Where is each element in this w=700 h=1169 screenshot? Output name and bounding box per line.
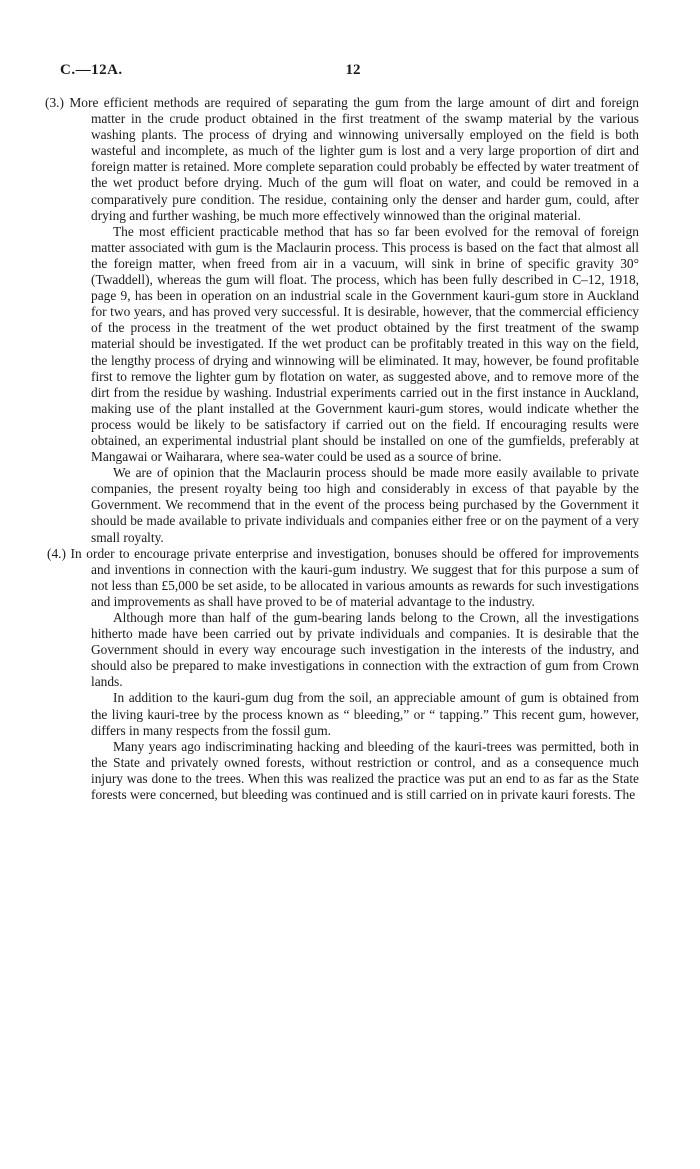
paragraph-item-4: (4.) In order to encourage private enterprise and investigation, bonuses should be offered for improvements and inventions in connection with the kauri-gum industry. We suggest that for this purpose a sum of not less than £5,000 be set aside, to be allocated in various amounts as rewards for such investigations and improvements as shall have proved to be of material advantage to the industry.	[47, 545, 639, 609]
document-body	[45, 95, 639, 803]
document-code: C.—12A.	[60, 62, 123, 78]
paragraph-maclaurin-process: The most efficient practicable method that has so far been evolved for the removal of foreign matter associated with gum is the Maclaurin process. This process is based on the fact that almost all the foreign matter, when freed from air in a vacuum, will sink in brine of specific gravity 30° (Twaddell), whereas the gum will float. The process, which has been fully described in C–12, 1918, page 9, has been in operation on an industrial scale in the Government kauri-gum store in Auckland for two years, and has proved very successful. It is desirable, however, that the commercial efficiency of the process in the treatment of the wet product obtained by the first treatment of the swamp material should be investigated. If the wet product can be profitably treated in this way on the field, the lengthy process of drying and winnowing will be eliminated. It may, however, be found profitable first to remove the lighter gum by flotation on water, as suggested above, and to remove more of the dirt from the residue by washing. Industrial experiments carried out in the first instance in Auckland, making use of the plant installed at the Government kauri-gum stores, would indicate whether the process would be likely to be satisfactory if carried out on the field. If encouraging results were obtained, an experimental industrial plant should be installed on one of the gumfields, preferably at Mangawai or Waiharara, where sea-water could be used as a source of brine.	[91, 223, 639, 465]
paragraph-item-3: (3.) More efficient methods are required of separating the gum from the large amount of dirt and foreign matter in the crude product obtained in the first treatment of the swamp material by the various washing plants. The process of drying and winnowing universally employed on the field is both wasteful and incomplete, as much of the lighter gum is lost and a very large proportion of dirt and foreign matter is retained. More complete separation could probably be effected by water treatment of the wet product before drying. Much of the gum will float on water, and could be removed in a comparatively pure condition. The residue, containing only the denser and harder gum, could, after drying and further washing, be much more effectively winnowed than the original material.	[45, 95, 639, 223]
page-number: 12	[345, 62, 361, 78]
page-header	[60, 62, 640, 82]
paragraph-crown-lands: Although more than half of the gum-bearing lands belong to the Crown, all the investigations hitherto made have been carried out by private individuals and companies. It is desirable that the Government should in every way encourage such investigation in the interests of the industry, and should also be prepared to make investigations in connection with the extraction of gum from Crown lands.	[91, 610, 639, 690]
paragraph-bleeding: In addition to the kauri-gum dug from the soil, an appreciable amount of gum is obtained from the living kauri-tree by the process known as “ bleeding,” or “ tapping.” This recent gum, however, differs in many respects from the fossil gum.	[91, 690, 639, 738]
paragraph-hacking-history: Many years ago indiscriminating hacking and bleeding of the kauri-trees was permitted, both in the State and privately owned forests, without restriction or control, and as a consequence much injury was done to the trees. When this was realized the practice was put an end to as far as the State forests were concerned, but bleeding was continued and is still carried on in private kauri forests. The	[91, 738, 639, 803]
paragraph-royalty-opinion: We are of opinion that the Maclaurin process should be made more easily available to private companies, the present royalty being too high and considerably in excess of that payable by the Government. We recommend that in the event of the process being purchased by the Government it should be made available to private individuals and companies either free or on the payment of a very small royalty.	[91, 465, 639, 545]
